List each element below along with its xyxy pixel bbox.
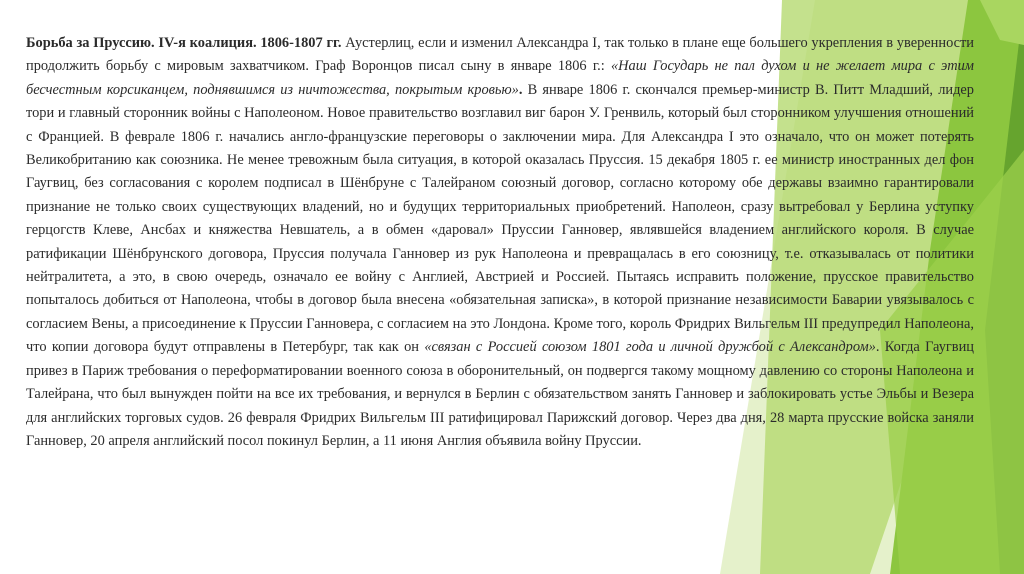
body-text — [26, 32, 974, 453]
text-part-3: . Когда Гаугвиц привез в Париж требования о переформатировании военного союза в оборонительный, он подвергся такому мощному давлению со стороны Наполеона и Талейрана, что был вынужден пойти на все их требования, и вернулся в Берлин с обязательством занять Ганновер и заблокировать устье Эльбы и Везера для английских торговых судов. 26 февраля Фридрих Вильгельм III ратифицировал Парижский договор. Через два дня, 28 марта прусские войска заняли Ганновер, 20 апреля английский посол покинул Берлин, а 11 июня Англия объявила войну Пруссии. — [26, 339, 974, 449]
text-part-1: Аустерлиц, если и изменил Александра I, так только в плане еще большего укрепления в уверенности продолжить борьбу с мировым захватчиком. Граф Воронцов писал сыну в январе 1806 г.: — [26, 35, 975, 75]
quote-period: . — [518, 81, 523, 98]
heading-text: Борьба за Пруссию. IV-я коалиция. 1806-1807 гг. — [26, 35, 342, 51]
quote-vorontsov: «Наш Государь не пал духом и не желает мира с этим бесчестным корсиканцем, поднявшимся из ничтожества, покрытым кровью» — [26, 58, 974, 98]
text-part-2: В январе 1806 г. скончался премьер-министр В. Питт Младший, лидер тори и главный сторонник войны с Наполеоном. Новое правительство возглавил виг барон У. Гренвиль, который был сторонником улучшения отношений с Францией. В феврале 1806 г. начались англо-французские переговоры о заключении мира. Для Александра I это означало, что он может потерять Великобританию как союзника. Не менее тревожным была ситуация, в которой оказалась Пруссия. 15 декабря 1805 г. ее министр иностранных дел фон Гаугвиц, без согласования с королем подписал в Шёнбруне с Талейраном союзный договор, согласно которому обе державы взаимно гарантировали признание не только своих существующих владений, но и будущих территориальных приобретений. Наполеон, сразу вытребовал у Берлина уступку герцогств Клеве, Ансбах и княжества Невшатель, а в обмен «даровал» Пруссии Ганновер, являвшейся владением английского короля. В случае ратификации Шёнбрунского договора, Пруссия получала Ганновер из рук Наполеона и превращалась в его союзницу, т.е. отказывалась от политики нейтралитета, а это, в свою очередь, означало ее войну с Англией, Австрией и Россией. Пытаясь исправить положение, прусское правительство попыталось добиться от Наполеона, чтобы в договор была внесена «обязательная записка», в которой признание независимости Баварии увязывалось с согласием Вены, а присоединение к Пруссии Ганновера, с согласием на это Лондона. Кроме того, король Фридрих Вильгельм III предупредил Наполеона, что копии договора будут отправлены в Петербург, так как он — [26, 81, 974, 356]
quote-friedrich: «связан с Россией союзом 1801 года и личной дружбой с Александром» — [424, 339, 876, 356]
paragraph — [26, 32, 974, 453]
